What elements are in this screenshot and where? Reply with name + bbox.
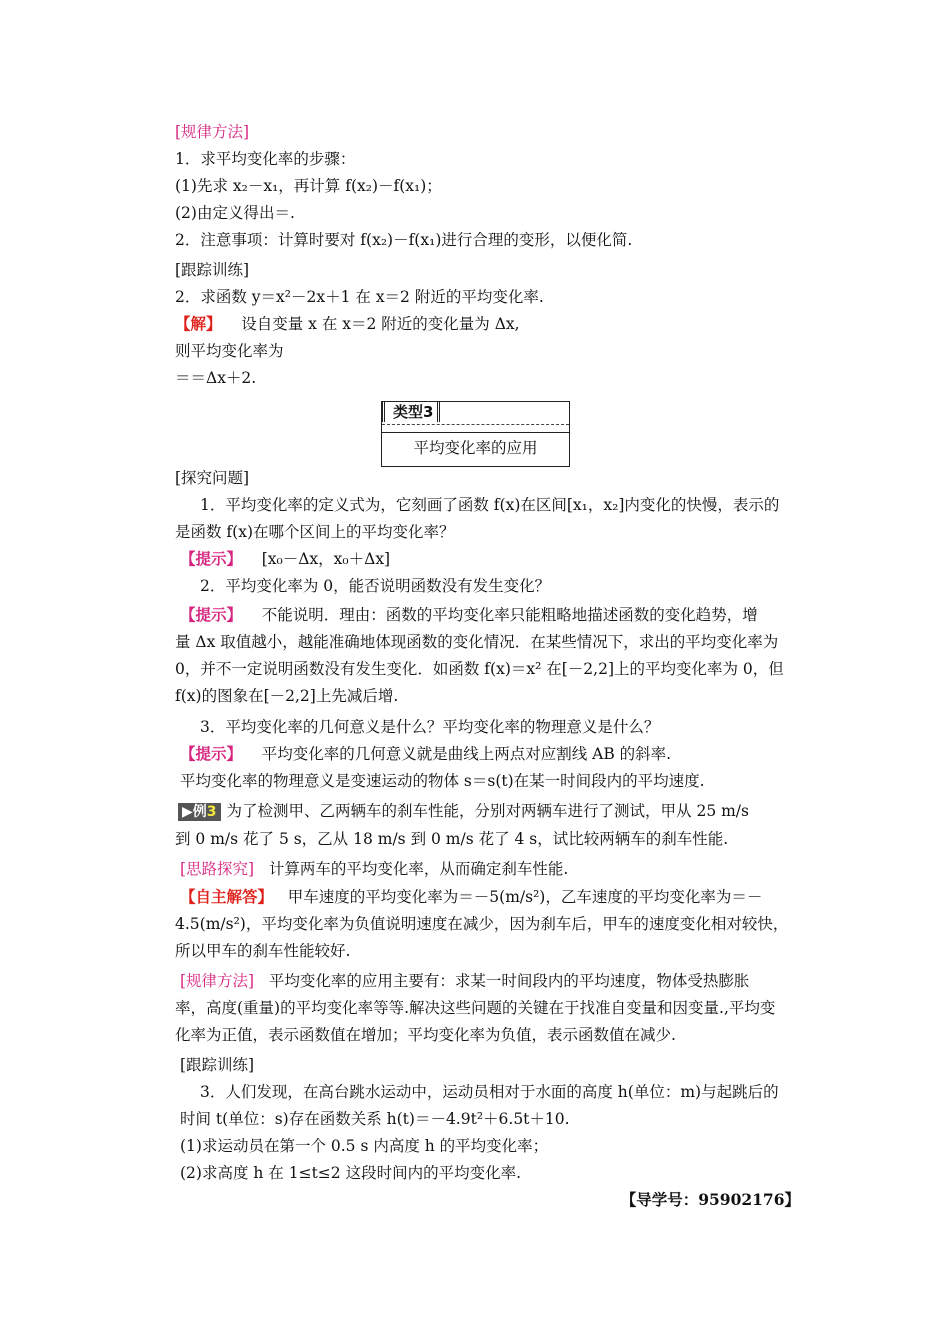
track-2-q-line-1: 3．人们发现，在高台跳水运动中，运动员相对于水面的高度 h(单位：m)与起跳后的: [200, 1083, 779, 1101]
track-question: 2．求函数 y＝x²－2x＋1 在 x＝2 附近的平均变化率.: [175, 288, 544, 306]
hint-tag: 【提示】: [180, 744, 243, 763]
method-line-4: 2．注意事项：计算时要对 f(x₂)－f(x₁)进行合理的变形，以便化简.: [175, 231, 633, 249]
explore-q1-line-1: 1．平均变化率的定义式为，它刻画了函数 f(x)在区间[x₁，x₂]内变化的快慢，表示的: [200, 496, 780, 514]
answer-tag: 【自主解答】: [180, 887, 274, 906]
explore-q1-line-2: 是函数 f(x)在哪个区间上的平均变化率？: [175, 523, 455, 541]
method-line-1: 1．求平均变化率的步骤：: [175, 150, 356, 168]
method-tag: [规律方法]: [175, 123, 250, 141]
answer-line-3: 所以甲车的刹车性能较好.: [175, 942, 351, 960]
type-label: 类型3: [382, 402, 440, 422]
idea-tag: [思路探究]: [180, 860, 255, 878]
method-2-text-1: 平均变化率的应用主要有：求某一时间段内的平均速度，物体受热膨胀: [268, 972, 750, 990]
hint-2-line-1: [180, 604, 758, 626]
answer-text-1: 甲车速度的平均变化率为＝－5(m/s²)，乙车速度的平均变化率为＝－: [287, 888, 763, 906]
track-2-q-line-4: (2)求高度 h 在 1≤t≤2 这段时间内的平均变化率.: [180, 1164, 522, 1182]
hint-1: [180, 548, 390, 570]
type-box: [381, 401, 570, 467]
answer-line-1: [180, 886, 762, 908]
hint-2-line-4: f(x)的图象在[－2,2]上先减后增.: [175, 687, 399, 705]
solution-line-2: 则平均变化率为: [175, 342, 284, 360]
explore-q2: 2．平均变化率为 0，能否说明函数没有发生变化？: [200, 577, 551, 595]
method-line-3: (2)由定义得出＝.: [175, 204, 295, 222]
method-2-line-2: 率，高度(重量)的平均变化率等等.解决这些问题的关键在于找准自变量和因变量.,平均变: [175, 999, 776, 1017]
guide-number: 【导学号：95902176】: [620, 1190, 800, 1209]
method-2-line-1: [180, 970, 749, 992]
track-tag: [跟踪训练]: [175, 261, 250, 279]
hint-tag: 【提示】: [180, 605, 243, 624]
type-title: 平均变化率的应用: [382, 432, 569, 466]
method-line-2: (1)先求 x₂－x₁，再计算 f(x₂)－f(x₁)；: [175, 177, 442, 195]
solution-text-1: 设自变量 x 在 x＝2 附近的变化量为 Δx,: [241, 315, 520, 333]
track-2-tag: [跟踪训练]: [180, 1056, 255, 1074]
example-3-line-2: 到 0 m/s 花了 5 s，乙从 18 m/s 到 0 m/s 花了 4 s，试比较两辆车的刹车性能.: [175, 830, 729, 848]
answer-line-2: 4.5(m/s²)，平均变化率为负值说明速度在减少，因为刹车后，甲车的速度变化相对较快，: [175, 915, 789, 933]
track-2-q-line-3: (1)求运动员在第一个 0.5 s 内高度 h 的平均变化率；: [180, 1137, 549, 1155]
example-tag: ▶例3: [178, 803, 221, 821]
idea-text: 计算两车的平均变化率，从而确定刹车性能.: [268, 860, 569, 878]
hint-2-line-2: 量 Δx 取值越小，越能准确地体现函数的变化情况．在某些情况下，求出的平均变化率为: [175, 633, 779, 651]
example-3-text-1: 为了检测甲、乙两辆车的刹车性能，分别对两辆车进行了测试，甲从 25 m/s: [226, 802, 749, 820]
hint-1-text: [x₀－Δx，x₀＋Δx]: [261, 550, 391, 568]
hint-tag: 【提示】: [180, 549, 243, 568]
method-2-tag: [规律方法]: [180, 972, 255, 990]
solution-line-1: [175, 313, 520, 335]
hint-2-line-3: 0，并不一定说明函数没有发生变化．如函数 f(x)＝x² 在[－2,2]上的平均变化率为 0，但: [175, 660, 784, 678]
hint-2-text-1: 不能说明．理由：函数的平均变化率只能粗略地描述函数的变化趋势，增: [261, 606, 758, 624]
example-3-line-1: [178, 800, 749, 822]
solution-line-3: ＝＝Δx＋2.: [175, 369, 257, 387]
method-2-line-3: 化率为正值，表示函数值在增加；平均变化率为负值，表示函数值在减少.: [175, 1026, 676, 1044]
solution-tag: 【解】: [175, 314, 222, 333]
explore-tag: [探究问题]: [175, 469, 250, 487]
hint-3-line-2: 平均变化率的物理意义是变速运动的物体 s＝s(t)在某一时间段内的平均速度.: [180, 772, 705, 790]
hint-3-text: 平均变化率的几何意义就是曲线上两点对应割线 AB 的斜率.: [261, 745, 672, 763]
track-2-q-line-2: 时间 t(单位：s)存在函数关系 h(t)＝－4.9t²＋6.5t＋10.: [180, 1110, 570, 1128]
explore-q3: 3．平均变化率的几何意义是什么？平均变化率的物理意义是什么？: [200, 718, 660, 736]
hint-3: [180, 743, 671, 765]
idea-line: [180, 858, 568, 880]
